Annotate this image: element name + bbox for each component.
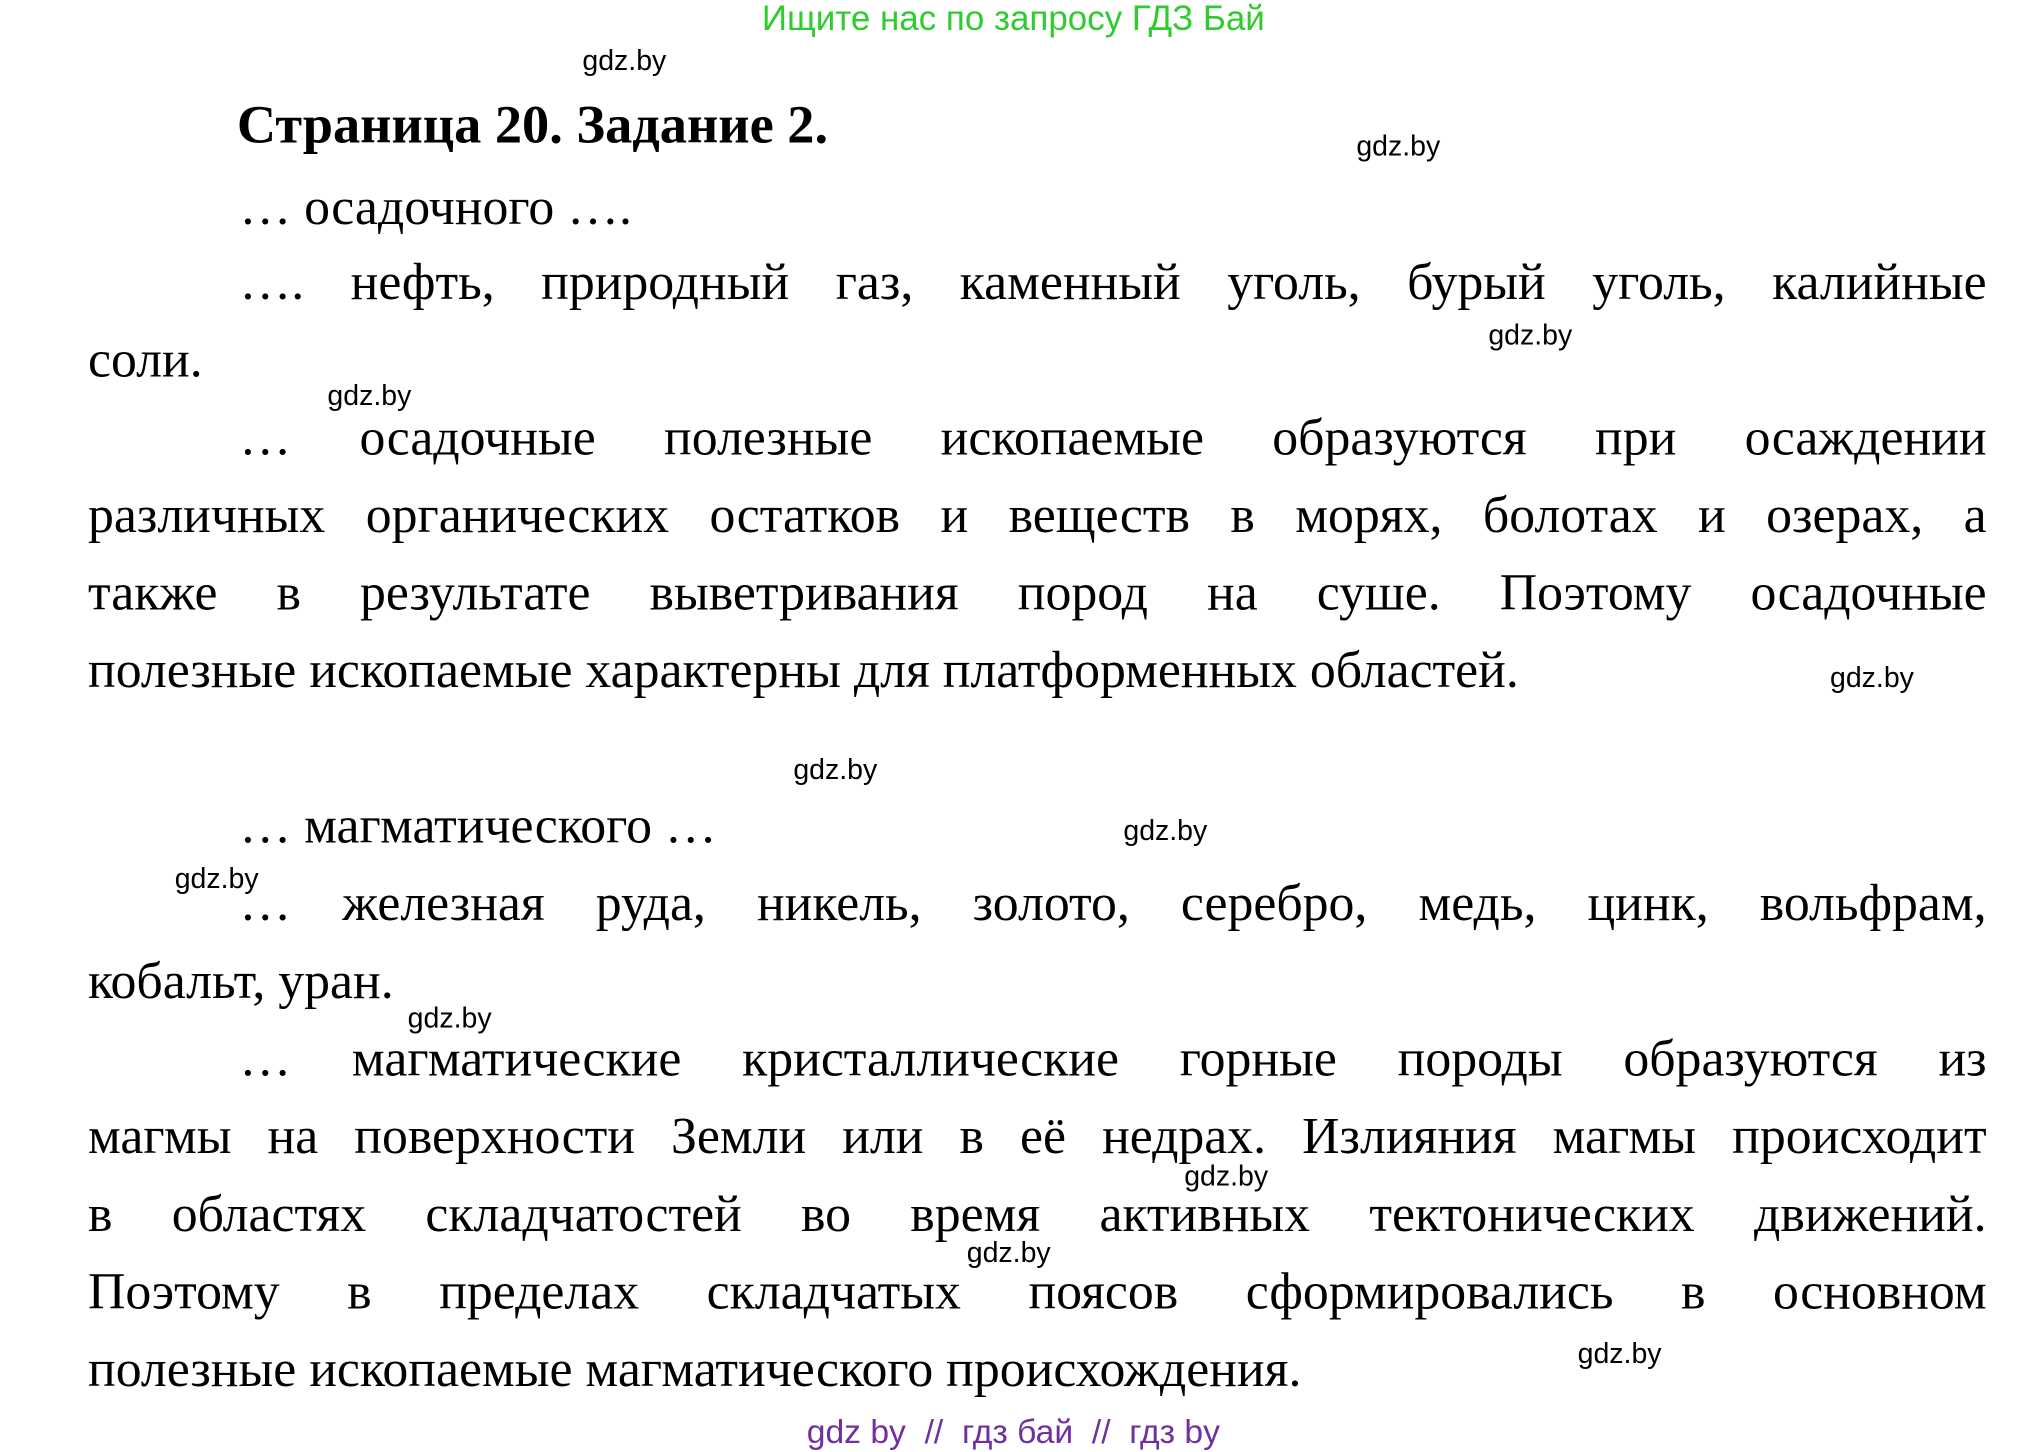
text-line: … осадочного …. bbox=[239, 177, 632, 236]
text-line: Поэтому в пределах складчатых поясов сформировались в основном bbox=[88, 1261, 1987, 1321]
text-line: полезные ископаемые магматического происхождения. bbox=[88, 1339, 1302, 1398]
watermark: gdz.by bbox=[1356, 129, 1441, 162]
text-line: соли. bbox=[88, 330, 203, 389]
text-line: …. нефть, природный газ, каменный уголь, бурый уголь, калийные bbox=[239, 252, 1987, 311]
watermark: gdz.by bbox=[407, 1001, 492, 1035]
watermark: gdz.by bbox=[793, 753, 878, 786]
text-line: магмы на поверхности Земли или в её недрах. Излияния магмы происходит bbox=[88, 1106, 1987, 1165]
text-line: … осадочные полезные ископаемые образуются при осаждении bbox=[239, 407, 1987, 466]
text-line: полезные ископаемые характерны для платформенных областей. bbox=[88, 640, 1519, 699]
text-line: … железная руда, никель, золото, серебро, медь, цинк, вольфрам, bbox=[239, 873, 1987, 932]
watermark: gdz.by bbox=[966, 1235, 1051, 1269]
watermark: gdz.by bbox=[1123, 814, 1208, 847]
watermark: gdz.by bbox=[1829, 661, 1914, 694]
watermark: gdz.by bbox=[1184, 1159, 1269, 1192]
text-line: в областях складчатостей во время активных тектонических движений. bbox=[88, 1184, 1987, 1243]
watermark: gdz.by bbox=[582, 44, 667, 77]
search-banner: Ищите нас по запросу ГДЗ Бай bbox=[761, 0, 1265, 38]
watermark: gdz.by bbox=[327, 379, 412, 412]
text-line: кобальт, уран. bbox=[88, 951, 394, 1010]
page-title: Страница 20. Задание 2. bbox=[236, 95, 829, 156]
footer-links: gdz by // гдз бай // гдз by bbox=[806, 1411, 1220, 1451]
text-line: … магматические кристаллические горные породы образуются из bbox=[239, 1028, 1987, 1088]
watermark: gdz.by bbox=[174, 861, 259, 895]
watermark: gdz.by bbox=[1488, 318, 1573, 351]
text-line: … магматического … bbox=[239, 795, 717, 855]
watermark: gdz.by bbox=[1577, 1336, 1662, 1370]
text-line: также в результате выветривания пород на суше. Поэтому осадочные bbox=[88, 562, 1987, 622]
text-line: различных органических остатков и веществ в морях, болотах и озерах, а bbox=[88, 485, 1987, 544]
